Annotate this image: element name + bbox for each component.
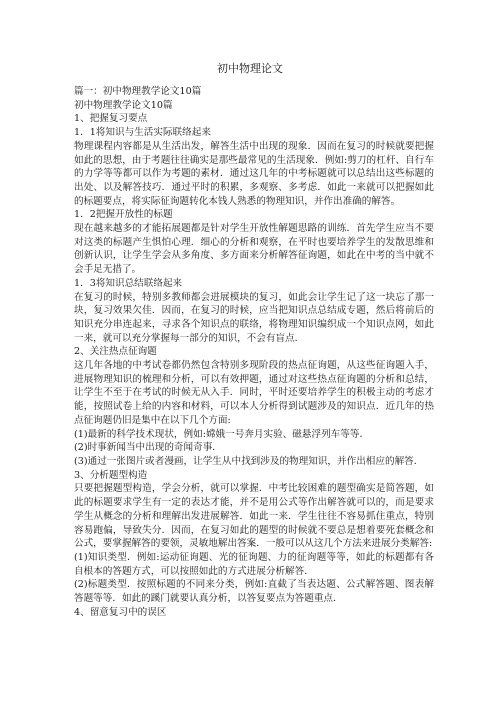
body-paragraph: 物理课程内容都是从生活出发，解答生活中出现的现象．因而在复习的时候就要把握如此的思想，由于考题往往确实是那些最常见的生活现象．例如:剪刀的杠杆、自行车的力学等等都可以作为考题的素材．通过这几年的中考标题就可以总结出这些标题的出处、以及解答技巧．通过平时的积累，多观察、多考虑．如此一来就可以把握如此的标题要点，将实际征询题转化本钱人熟悉的物理知识，并作出准确的解答。 (74, 140, 434, 207)
body-paragraph: 只要把握题型构造，学会分析，就可以掌握．中考比较困难的题型确实是简答题，如此的标题要求学生有一定的表达才能，并不是用公式等作出解答就可以的，而是要求学生从概念的分析和理解出发进展解答．如此一来．学生往往不容易抓住重点，特别容易跑偏，导致失分．因而，在复习如此的题型的时候就不要总是想着要死套概念和公式，要掌握解答的要领，灵敏地解出答案．一般可以从这几个方法来进展分类解答: (74, 483, 434, 550)
body-paragraph: 在复习的时候，特别多教师都会进展模块的复习，如此会让学生记了这一块忘了那一块，复习效果欠佳．因而，在复习的时候，应当把知识点总结成专题，然后将前后的知识充分串连起来，寻求各个知识点的联络，将物理知识编织成一个知识点网，如此一来，就可以充分掌握每一部分的知识，不会有盲点． (74, 291, 434, 344)
list-item: (2)标题类型．按照标题的不同来分类，例如:直截了当表达题、公式解答题、图表解答题等等．如此的蹊门就要认真分析，以答复要点为答题重点． (74, 579, 434, 605)
document-body (74, 85, 434, 619)
section-heading: 篇一：初中物理教学论文10篇 (74, 86, 202, 97)
subsection-heading: 1．1将知识与生活实际联络起来 (74, 127, 211, 139)
section-heading: 2、关注热点征询题 (74, 346, 157, 358)
body-paragraph: 现在越来越多的才能拓展题都是针对学生开放性解题思路的训练．首先学生应当不要对这类的标题产生惧怕心理．细心的分析和观察，在平时也要培养学生的发散思维和创新认识，让学生学会从多角度、多方面来分析解答征询题，如此在中考的当中就不会手足无措了。 (74, 223, 434, 276)
document-title: 初中物理论文 (217, 62, 283, 75)
subsection-heading: 1．2把握开放性的标题 (74, 209, 173, 221)
list-item: (2)时事新闻当中出现的奇闻奇事． (74, 442, 222, 454)
body-paragraph: 这几年各地的中考试卷都仍然包含特别多现阶段的热点征询题，从这些征询题入手，进展物理知识的梳理和分析，可以有效押题，通过对这些热点征询题的分析和总结，让学生不至于在考试的时候无从入手．同时，平时还要培养学生的积极主动的考虑才能，按照试卷上给的内容和材料，可以本人分析得到试题涉及的知识点．近几年的热点征询题仍旧是集中在以下几个方面: (74, 360, 434, 426)
section-heading: 3、分析题型构造 (74, 469, 148, 481)
subtitle: 初中物理教学论文10篇 (74, 99, 173, 111)
subsection-heading: 1．3将知识总结联络起来 (74, 277, 183, 289)
list-item: (1)最新的科学技术现状，例如:嫦娥一号奔月实验、磁悬浮列车等等． (74, 428, 370, 440)
section-heading: 4、留意复习中的误区 (74, 606, 167, 618)
section-heading: 1、把握复习要点 (74, 113, 148, 125)
list-item: (1)知识类型．例如:运动征询题、光的征询题、力的征询题等等，如此的标题都有各自根本的答题方式，可以按照如此的方式进展分析解答． (74, 551, 434, 577)
list-item: (3)通过一张图片或者漫画，让学生从中找到涉及的物理知识，并作出相应的解答． (74, 455, 424, 467)
